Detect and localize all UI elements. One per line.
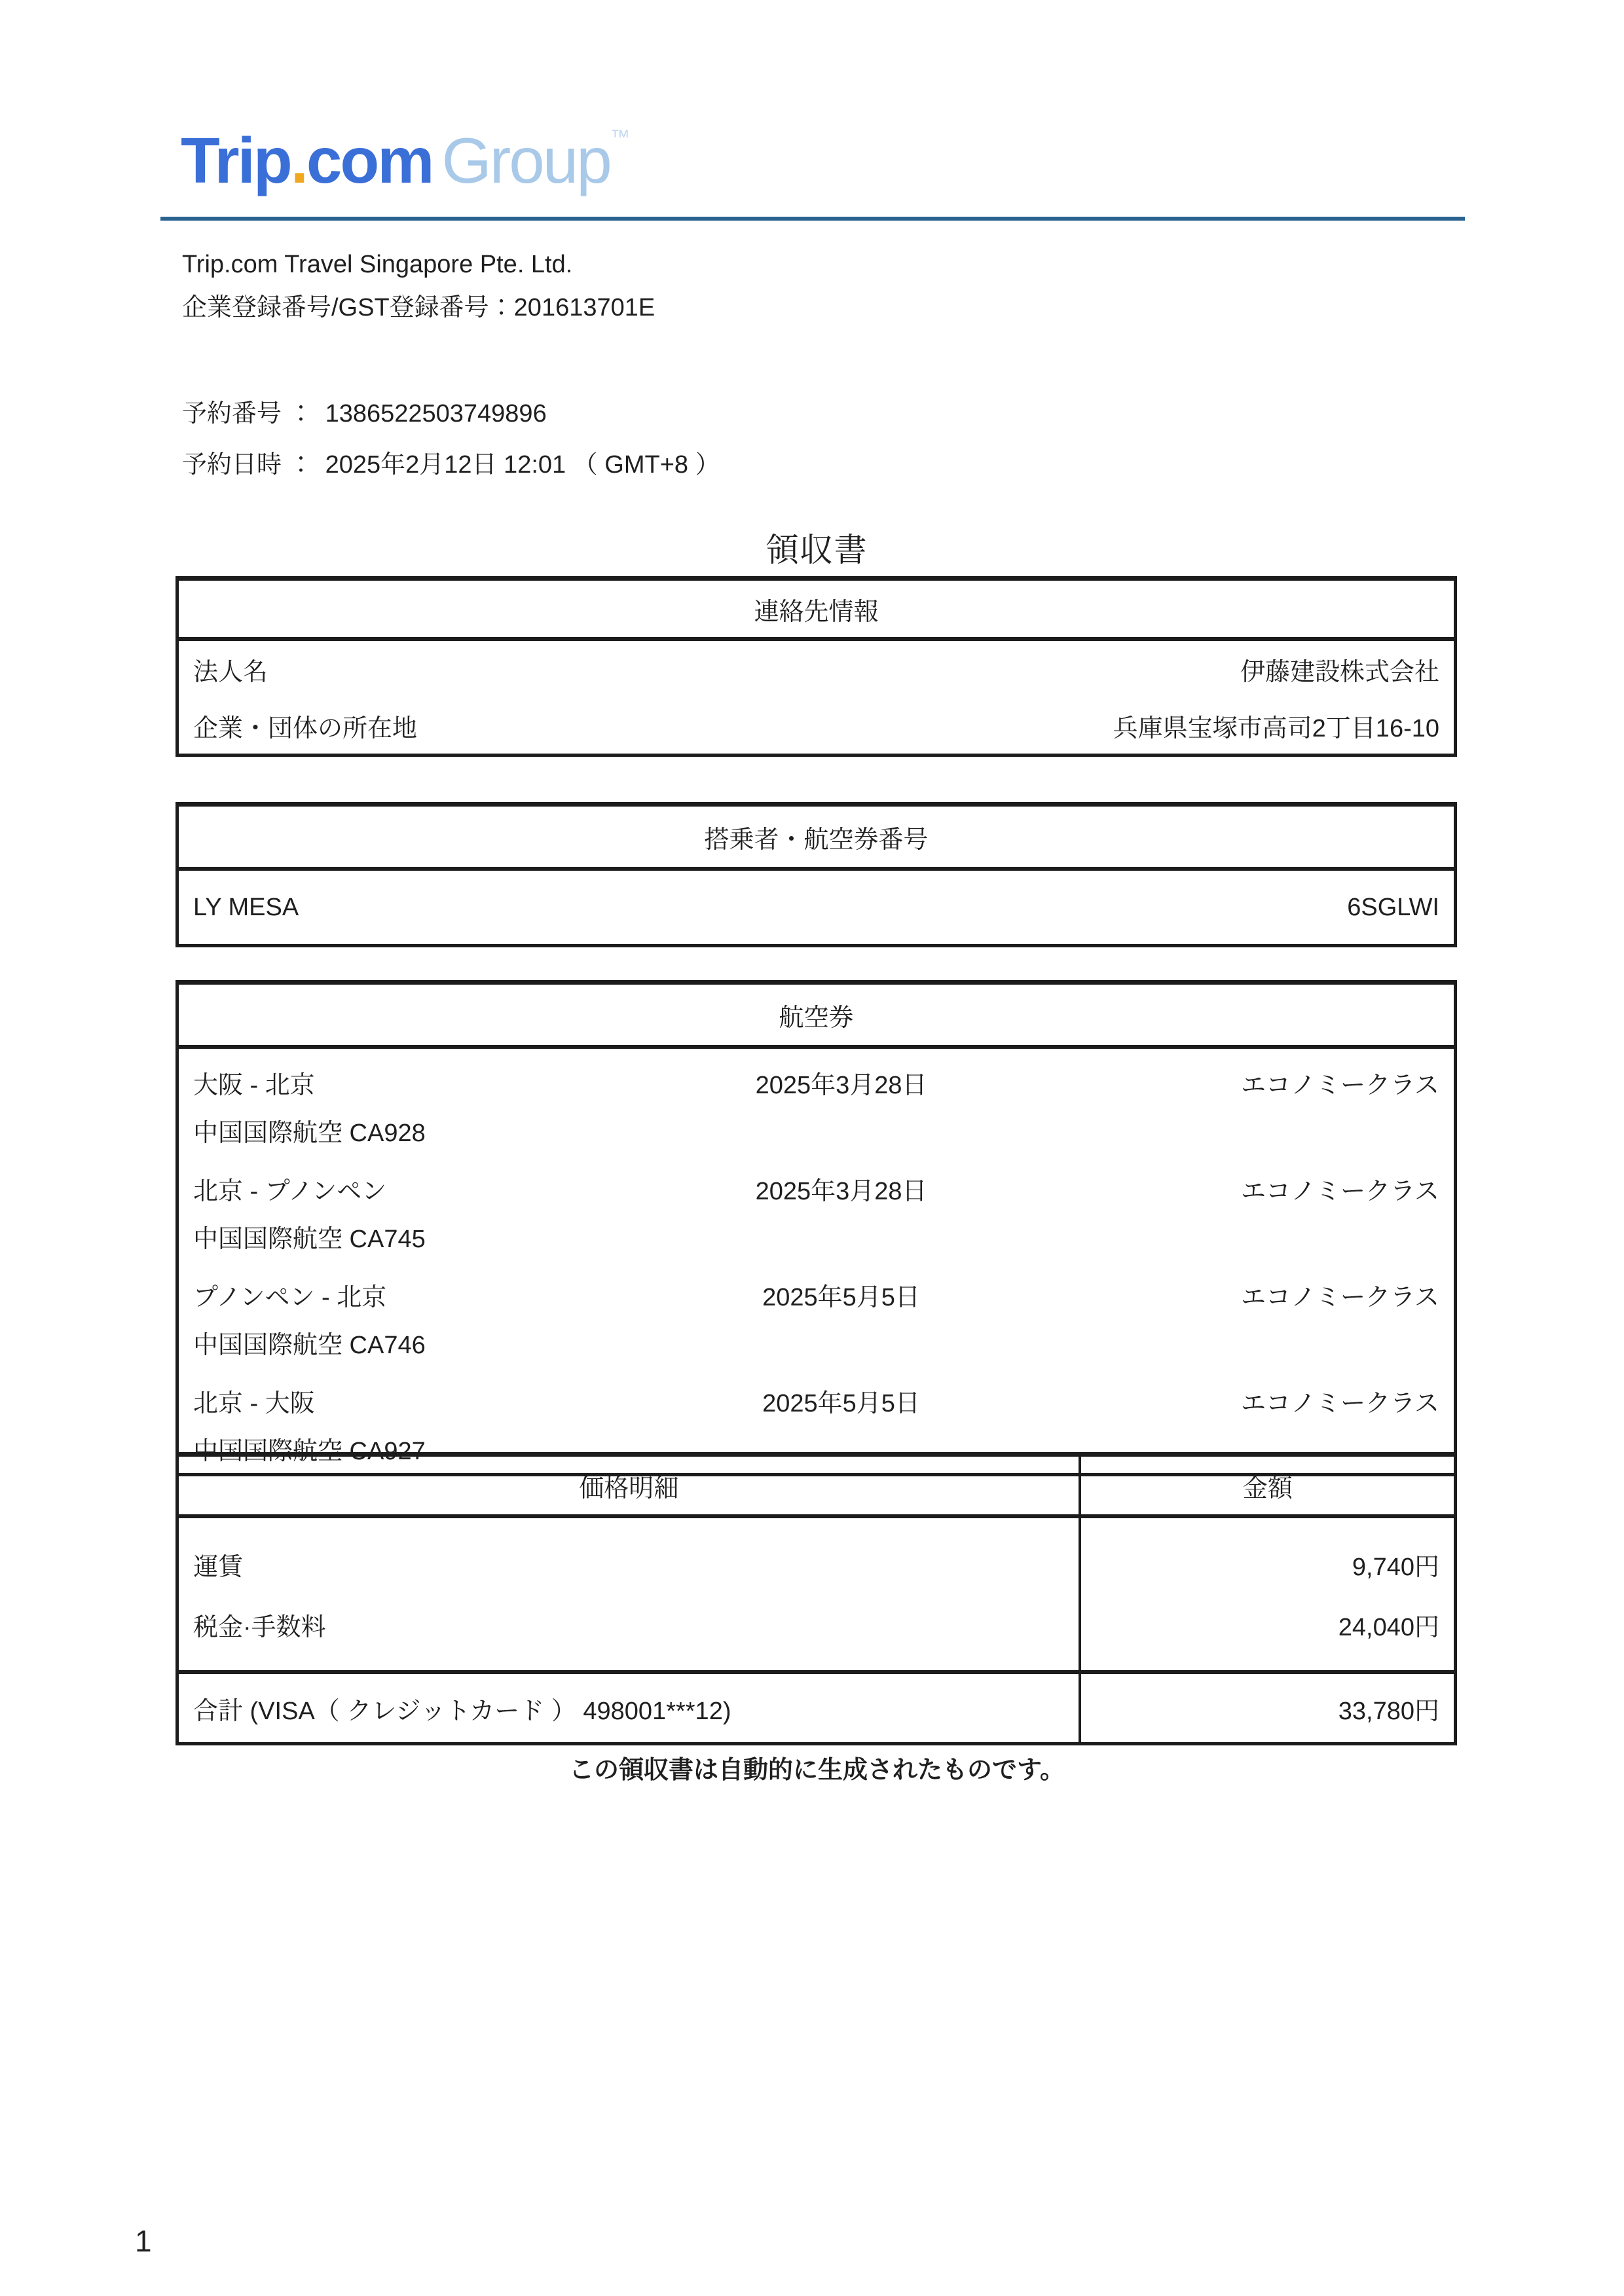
- flight-cabin-class: エコノミークラス: [1241, 1390, 1439, 1417]
- flight-route: 北京 - プノンペン: [193, 1178, 387, 1205]
- flight-cabin-class: エコノミークラス: [1241, 1072, 1439, 1099]
- passenger-ticket-table: [175, 802, 1457, 947]
- page-number: 1: [135, 2224, 152, 2258]
- header-divider-line: [160, 217, 1465, 221]
- flight-table-header: 航空券: [179, 985, 1454, 1049]
- passenger-table-header: 搭乗者・航空券番号: [179, 807, 1454, 871]
- flight-date: 2025年5月5日: [762, 1284, 920, 1311]
- booking-number-value: 1386522503749896: [325, 400, 547, 428]
- table-row: [179, 697, 1454, 754]
- flight-carrier: 中国国際航空 CA928: [193, 1120, 426, 1147]
- tax-fee-label: 税金·手数料: [193, 1613, 326, 1641]
- company-registration: 企業登録番号/GST登録番号：201613701E: [182, 294, 655, 321]
- page-title: 領収書: [766, 532, 868, 568]
- ticket-code: 6SGLWI: [1347, 893, 1439, 921]
- flight-route: プノンペン - 北京: [193, 1284, 387, 1311]
- price-labels-cell: [179, 1518, 1081, 1670]
- fare-amount: 9,740円: [1352, 1553, 1439, 1581]
- price-table-header-row: [179, 1457, 1454, 1518]
- flight-table: [175, 980, 1457, 1476]
- tripcom-group-logo: [181, 126, 630, 196]
- table-row: [179, 871, 1454, 944]
- passenger-name: LY MESA: [193, 893, 299, 921]
- flight-cabin-class: エコノミークラス: [1241, 1178, 1439, 1205]
- flight-date: 2025年3月28日: [755, 1178, 927, 1205]
- flight-row: [179, 1155, 1454, 1261]
- amount-header: 金額: [1242, 1474, 1293, 1503]
- price-table-body: [179, 1518, 1454, 1674]
- booking-datetime-line: [182, 450, 720, 481]
- booking-number-label: 予約番号 ：: [182, 400, 314, 428]
- booking-number-line: [182, 399, 547, 429]
- flight-row: [179, 1049, 1454, 1155]
- flight-route: 北京 - 大阪: [193, 1390, 315, 1417]
- logo-dot: .: [290, 124, 306, 196]
- flight-cabin-class: エコノミークラス: [1241, 1284, 1439, 1311]
- price-detail-header: 価格明細: [179, 1457, 1081, 1514]
- tax-fee-amount: 24,040円: [1338, 1613, 1439, 1641]
- price-total-row: [179, 1674, 1454, 1742]
- total-amount: 33,780円: [1338, 1697, 1439, 1725]
- flight-route: 大阪 - 北京: [193, 1072, 315, 1099]
- company-address-value: 兵庫県宝塚市高司2丁目16-10: [1113, 714, 1439, 742]
- contact-info-table: [175, 576, 1457, 757]
- company-address-label: 企業・団体の所在地: [193, 714, 418, 742]
- flight-row: [179, 1261, 1454, 1367]
- table-row: [179, 641, 1454, 697]
- corporate-name-label: 法人名: [193, 658, 268, 686]
- auto-generated-note: この領収書は自動的に生成されたものです。: [569, 1757, 1065, 1784]
- fare-label: 運賃: [193, 1553, 244, 1581]
- company-name: Trip.com Travel Singapore Pte. Ltd.: [182, 251, 573, 278]
- flight-date: 2025年5月5日: [762, 1390, 920, 1417]
- booking-datetime-value: 2025年2月12日 12:01 （ GMT+8 ）: [325, 451, 720, 479]
- logo-group-text: Group: [441, 124, 610, 196]
- contact-table-header: 連絡先情報: [179, 581, 1454, 641]
- flight-carrier: 中国国際航空 CA927: [193, 1438, 426, 1465]
- price-table: [175, 1452, 1457, 1745]
- flight-carrier: 中国国際航空 CA745: [193, 1226, 426, 1253]
- price-amounts-cell: [1081, 1518, 1454, 1670]
- booking-datetime-label: 予約日時 ：: [182, 451, 314, 479]
- flight-date: 2025年3月28日: [755, 1072, 927, 1099]
- logo-com-text: com: [306, 124, 433, 196]
- trademark-symbol: ™: [610, 126, 630, 148]
- total-label: 合計 (VISA（ クレジットカード ） 498001***12): [179, 1674, 1081, 1742]
- corporate-name-value: 伊藤建設株式会社: [1240, 658, 1439, 686]
- logo-trip-text: Trip: [181, 124, 291, 196]
- flight-carrier: 中国国際航空 CA746: [193, 1332, 426, 1359]
